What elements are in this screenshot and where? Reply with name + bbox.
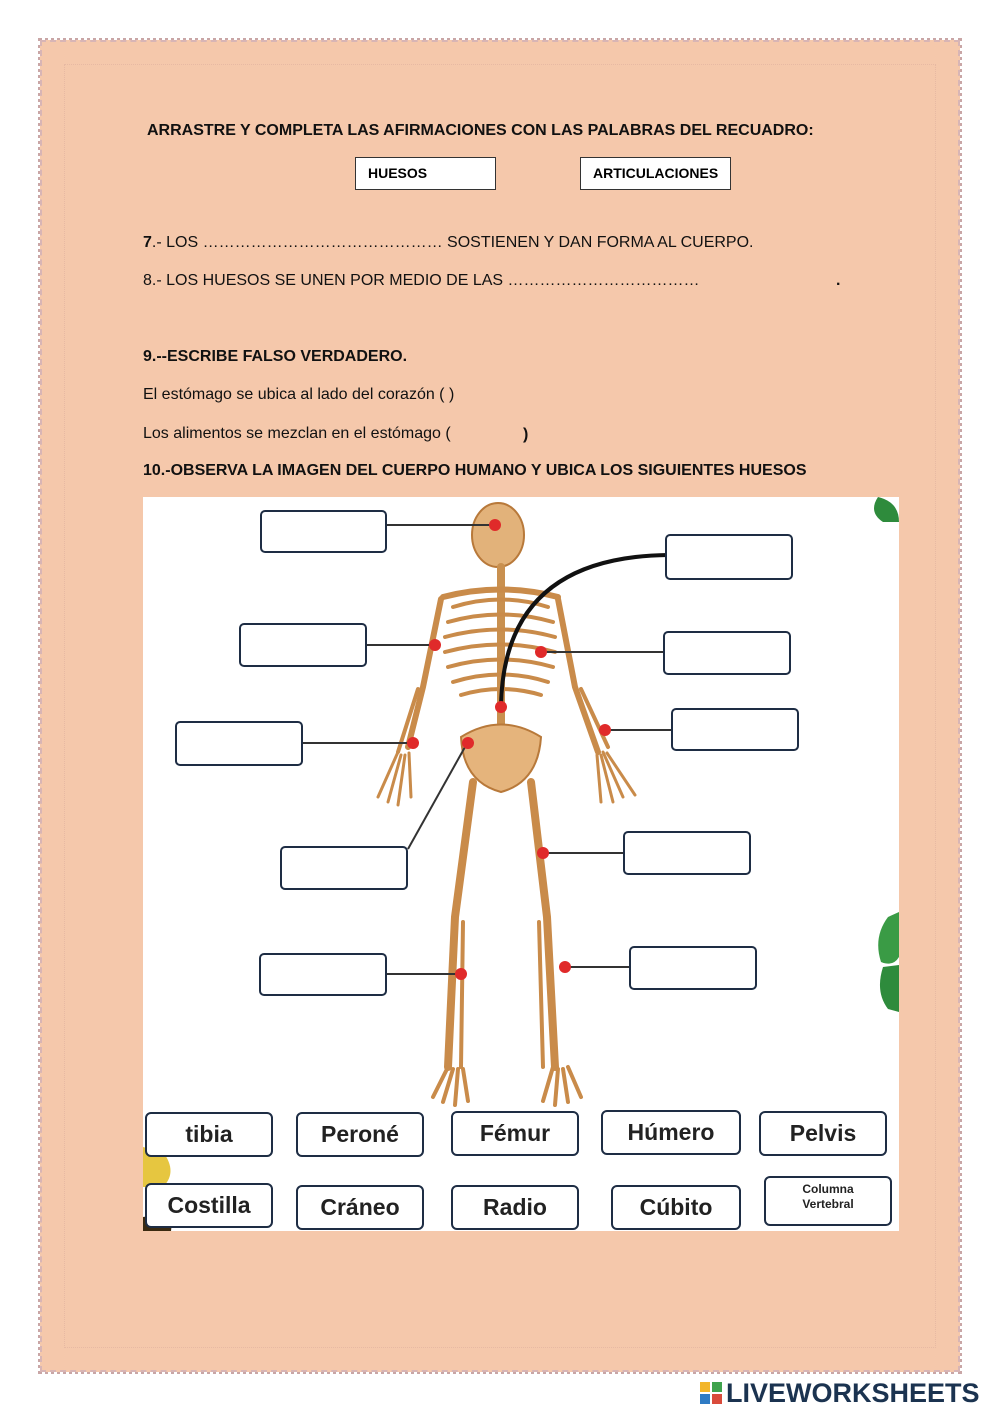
drop-box-femur[interactable] [623, 831, 751, 875]
word-bank-huesos[interactable]: HUESOS [355, 157, 496, 190]
bone-chip-pelvis[interactable]: Pelvis [759, 1111, 887, 1156]
drop-box-spine[interactable] [665, 534, 793, 580]
question-7-number: 7 [143, 234, 152, 251]
liveworksheets-logo-icon [700, 1382, 722, 1404]
bone-chip-femur[interactable]: Fémur [451, 1111, 579, 1156]
drop-box-fibula[interactable] [629, 946, 757, 990]
bone-chip-columna-vertebral[interactable] [764, 1176, 892, 1226]
drop-box-tibia[interactable] [259, 953, 387, 996]
instructions-heading: ARRASTRE Y COMPLETA LAS AFIRMACIONES CON LAS PALABRAS DEL RECUADRO: [147, 122, 814, 139]
question-8-period: . [836, 272, 841, 289]
bone-chip-columna-line2: Vertebral [802, 1197, 854, 1211]
bone-chip-columna-line1: Columna [802, 1182, 854, 1196]
word-bank-articulaciones[interactable]: ARTICULACIONES [580, 157, 731, 190]
drop-box-humerus[interactable] [239, 623, 367, 667]
bone-chip-costilla[interactable]: Costilla [145, 1183, 273, 1228]
bone-chip-craneo[interactable]: Cráneo [296, 1185, 424, 1230]
drop-box-radius[interactable] [175, 721, 303, 766]
liveworksheets-brand: LIVEWORKSHEETS [726, 1378, 980, 1408]
drop-box-pelvis[interactable] [280, 846, 408, 890]
bone-chip-cubito[interactable]: Cúbito [611, 1185, 741, 1230]
question-8: 8.- LOS HUESOS SE UNEN POR MEDIO DE LAS ……………………………… [143, 272, 700, 289]
question-10-title: 10.-OBSERVA LA IMAGEN DEL CUERPO HUMANO Y UBICA LOS SIGUIENTES HUESOS [143, 462, 807, 479]
question-9-statement-1: El estómago se ubica al lado del corazón ( ) [143, 386, 455, 403]
question-7-text: .- LOS ……………………………………… SOSTIENEN Y DAN FORMA AL CUERPO. [151, 234, 754, 251]
question-9-statement-2: Los alimentos se mezclan en el estómago ( [143, 425, 451, 442]
drop-box-ulna[interactable] [671, 708, 799, 751]
drop-box-skull[interactable] [260, 510, 387, 553]
bone-chip-humero[interactable]: Húmero [601, 1110, 741, 1155]
question-9-title: 9.--ESCRIBE FALSO VERDADERO. [143, 348, 408, 365]
skeleton-figure [143, 497, 899, 1231]
bone-chip-perone[interactable]: Peroné [296, 1112, 424, 1157]
drop-box-ribs[interactable] [663, 631, 791, 675]
question-7 [143, 234, 753, 252]
question-9-statement-2-close: ) [523, 426, 529, 443]
bone-chip-tibia[interactable]: tibia [145, 1112, 273, 1157]
bone-chip-radio[interactable]: Radio [451, 1185, 579, 1230]
